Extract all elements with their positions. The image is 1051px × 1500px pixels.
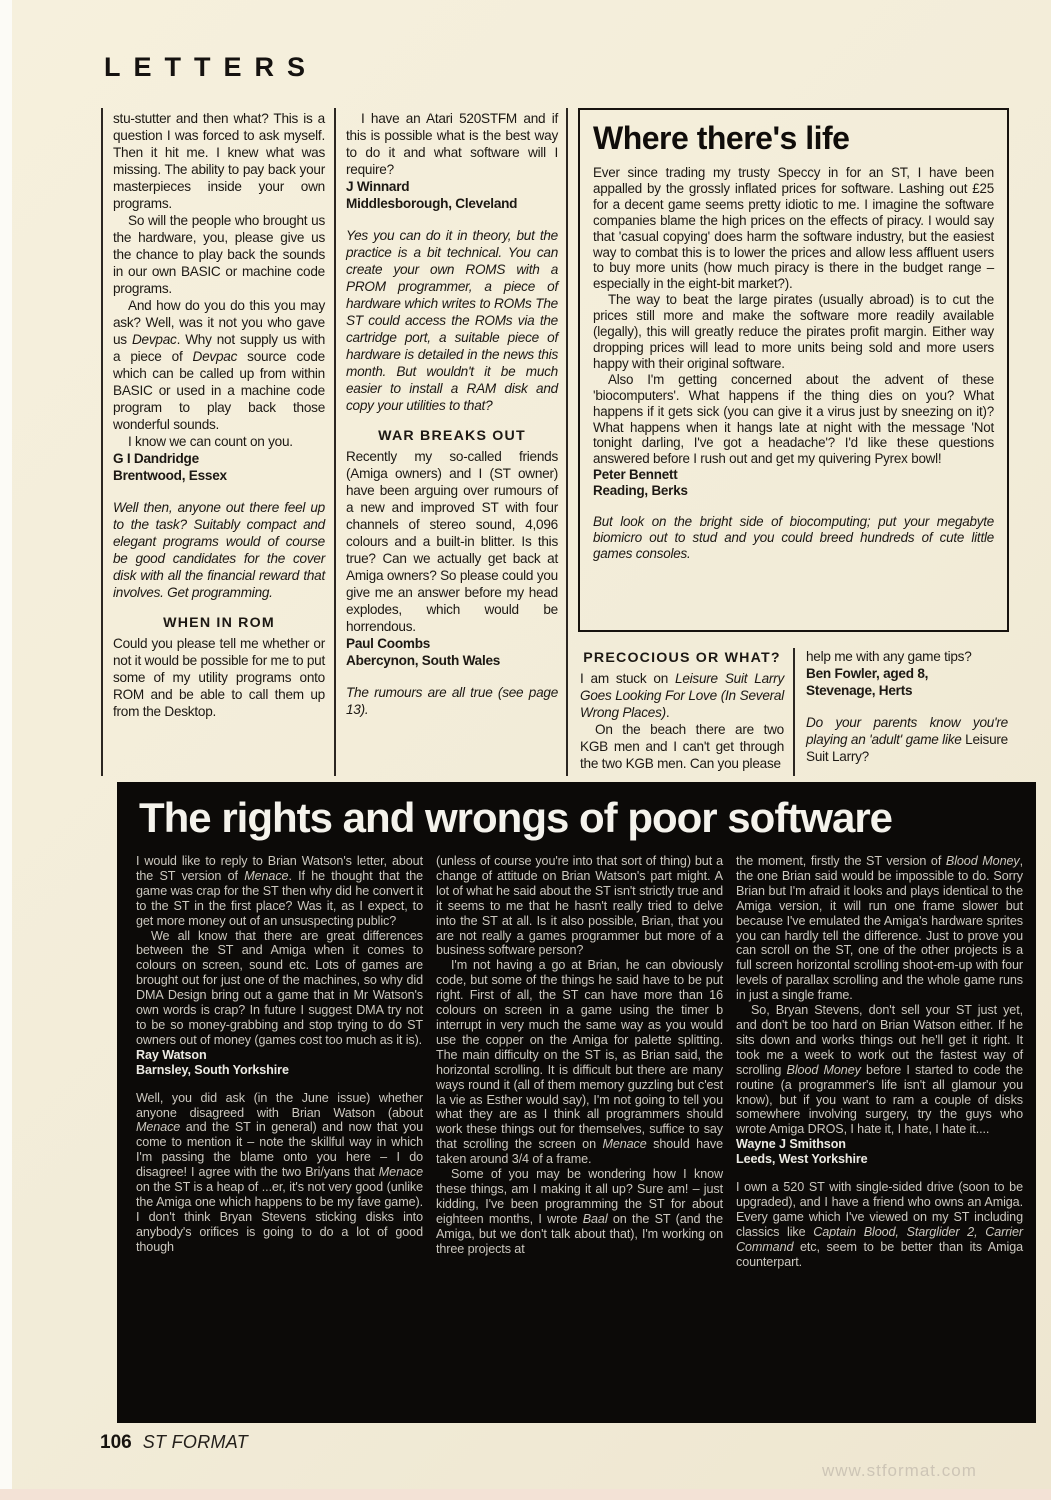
boxed-letter-body [593,165,994,562]
paragraph: The way to beat the large pirates (usually abroad) is to cut the prices still more and make the software more readily available (legally), this will greatly reduce the pirates profit margin. Either way dropping prices will lead to more units being sold and more users happy with their original software. [593,292,994,371]
paragraph: I own a 520 ST with single-sided drive (soon to be upgraded), and I have a friend who owns an Amiga. Every game which I've viewed on my ST including classics like Captain Blood, Starglider 2, Carrier Command etc, seem to be better than its Amiga counterpart. [736,1180,1023,1269]
paragraph: the moment, firstly the ST version of Blood Money, the one Brian said would be impossible to do. Sorry Brian but I'm afraid it looks and plays identical to the Amiga version, it will run one frame slower but because I've emulated the Amiga's hardware sprites you can hardly tell the difference. Just to prove you can scroll on the ST, one of the other projects is a full screen horizontal scrolling shoot-em-up with four levels of parallax scrolling and the whole game runs in just a single frame. [736,854,1023,1003]
signature-line: Peter Bennett [593,467,678,483]
signature-line: J Winnard [346,179,410,194]
signature-line: Paul Coombs [346,636,431,651]
paragraph: Yes you can do it in theory, but the practice is a bit technical. You can create your own ROMS with a PROM programmer, a piece of hardware which writes to ROMs The ST could access the ROMs via the cartridge port, a suitable piece of hardware is detailed in the news this month. But wouldn't it be much easier to install a RAM disk and copy your utilities to that? [346,228,558,413]
paragraph: And how do you do this you may ask? Well, was it not you who gave us Devpac. Why not supply us with a piece of Devpac source code which can be called up from within BASIC or used in a machine code program to play back those wonderful sounds. [113,298,325,432]
paragraph: The rumours are all true (see page 13). [346,685,558,717]
section-heading: WAR BREAKS OUT [378,428,526,444]
paragraph: Recently my so-called friends (Amiga owners) and I (ST owner) have been arguing over rumours of a new and improved ST with four channels of stereo sound, 4,096 colours and a built-in blitter. Is this true? Can we actually get back at Amiga owners? So please could you give me an answer before my head explodes, which would be horrendous. [346,449,558,634]
column-divider [566,108,568,776]
paragraph: stu-stutter and then what? This is a question I was forced to ask myself. Then it hit me. I knew what was missing. The ability to pay back your masterpieces inside your own programs. [113,111,325,211]
section-heading: PRECOCIOUS OR WHAT? [583,650,781,666]
paragraph: (unless of course you're into that sort of thing) but a change of attitude on Brian Watson's part might. A lot of what he said about the ST isn't strictly true and it seems to me that he hasn't really tried to delve into the ST at all. Is it also possible, Brian, that you are not really a games programmer but more of a business software person? [436,854,723,958]
precocious-column-left [580,648,784,772]
section-heading: WHEN IN ROM [163,615,275,631]
letters-column-2 [346,110,558,718]
precocious-column-right [806,648,1008,765]
signature-line: Barnsley, South Yorkshire [136,1062,289,1077]
page-number: 106 [100,1432,132,1453]
signature-line: Middlesborough, Cleveland [346,196,518,211]
feature-column-3 [736,854,1023,1269]
magazine-name: ST FORMAT [142,1432,249,1452]
paragraph: I know we can count on you. [128,434,293,449]
paragraph: So, Bryan Stevens, don't sell your ST just yet, and don't be too hard on Brian Watson either. If he sits down and works things out he'll get it right. It took me a week to work out the fastest way of scrolling Blood Money before I started to code the routine (a programmer's life isn't all glamour you know), but if you want to ram a couple of disks somewhere involving surgery, try the guys who wrote Amiga DROS, I hate it, I hate, I hate it.... [736,1003,1023,1137]
paragraph: Well, you did ask (in the June issue) whether anyone disagreed with Brian Watson (about Menace and the ST in general) and now that you come to mention it – note the skillful way in which I'm passing the blame onto you here – I do disagree! I agree with the two Bri/yans that Menace on the ST is a heap of ...er, it's not very good (unlike the Amiga one which happens to be my fave game). I don't think Bryan Stevens sticking disks into anybody's orifices is going to do a lot of good though [136,1090,423,1254]
paragraph: Well then, anyone out there feel up to the task? Suitably compact and elegant programs would of course be good candidates for the cover disk with all the financial reward that involves. Get programming. [113,500,325,600]
feature-panel [117,782,1036,1423]
paragraph: On the beach there are two KGB men and I can't get through the two KGB men. Can you please [580,722,784,771]
signature-line: Wayne J Smithson [736,1137,846,1152]
paragraph: Some of you may be wondering how I know these things, am I making it all up? Sure am! – just kidding, I've been programming the ST for about eighteen months, I wrote Baal on the ST (and the Amiga, but we don't talk about that), I'm working on three projects at [436,1167,723,1256]
paragraph: So will the people who brought us the hardware, you, please give us the chance to play back the sounds in our own BASIC or machine code programs. [113,213,325,296]
signature-line: Ben Fowler, aged 8, [806,666,929,681]
paragraph: But look on the bright side of biocomputing; put your megabyte biomicro out to stud and you could breed hundreds of cute little games consoles. [593,514,994,561]
watermark: www.stformat.com [822,1461,977,1480]
boxed-letter [578,108,1009,632]
signature-line: Reading, Berks [593,483,688,499]
paragraph: I'm not having a go at Brian, he can obviously code, but some of the things he said have to be put right. First of all, the ST can have more than 16 colours on screen in a game using the timer b interrupt in very much the same way as you would use the copper on the Amiga for palette splitting. The main difficulty on the ST is, as Brian said, the horizontal scrolling. It is difficult but there are many ways round it (all of them memory guzzling but c'est la vie as Esther would say), I'm not going to tell you what they are as I think all programmers should work these things out for themselves, suffice to say that scrolling the screen on Menace should have taken around 3/4 of a frame. [436,958,724,1167]
signature-line: G I Dandridge [113,451,199,466]
scan-edge [0,0,12,1500]
paragraph: Could you please tell me whether or not it would be possible for me to put some of my utility programs onto ROM and be able to call them up from the Desktop. [113,636,325,719]
paragraph: Do your parents know you're playing an 'adult' game like Leisure Suit Larry? [806,715,1008,764]
paragraph: I am stuck on Leisure Suit Larry Goes Looking For Love (In Several Wrong Places). [580,671,784,720]
column-divider [793,648,795,776]
paragraph: Ever since trading my trusty Speccy in for an ST, I have been appalled by the grossly inflated prices for software. Lashing out £25 for a decent game seems pretty idiotic to me. I imagine the software companies blame the high prices on the effects of piracy. I would say that 'casual copying' does harm the software industry, but the easiest way to combat this is to lower the prices and allow less affluent users to buy more units (how much piracy is there in the budget range – especially in the eight-bit market?). [593,165,994,292]
signature-line: Ray Watson [136,1047,207,1062]
column-divider [101,108,103,776]
letter-title: Where there's life [593,120,850,156]
paragraph: I have an Atari 520STFM and if this is possible what is the best way to do it and what software will I require? [346,111,558,177]
letters-column-1 [113,110,325,720]
feature-column-1 [136,854,423,1255]
signature-line: Abercynon, South Wales [346,653,501,668]
paragraph: I would like to reply to Brian Watson's letter, about the ST version of Menace. If he thought that the game was crap for the ST then why did he convert it to the ST in the first place? Was it, as I expect, to get more money out of an unsuspecting public? [136,854,423,928]
paragraph: help me with any game tips? [806,649,972,664]
signature-line: Brentwood, Essex [113,468,227,483]
scan-edge [0,1489,1051,1500]
signature-line: Stevenage, Herts [806,683,913,698]
paragraph: We all know that there are great differences between the ST and Amiga when it comes to colours on screen, sound etc. Lots of games are brought out for just one of the machines, so why did DMA Design bring out a game that in Mr Watson's own words is crap? In future I suggest DMA try not to be so money-grabbing and stop trying to do ST owners out of money (games cost too much as it is). [136,928,423,1047]
signature-line: Leeds, West Yorkshire [736,1152,868,1167]
page-section-title: LETTERS [104,52,319,82]
feature-column-2 [436,854,723,1256]
page-footer [100,1432,248,1454]
feature-title: The rights and wrongs of poor software [139,794,893,841]
paragraph: Also I'm getting concerned about the advent of these 'biocomputers'. What happens if the thing dies on you? What happens if it gets sick (you can give it a virus just by sneezing on it)? What happens when it hangs late at night with the message 'Not tonight darling, I've got a headache'? I'd like these questions answered before I rush out and get my quivering Pyrex bowl! [593,371,994,467]
column-divider [334,108,336,776]
